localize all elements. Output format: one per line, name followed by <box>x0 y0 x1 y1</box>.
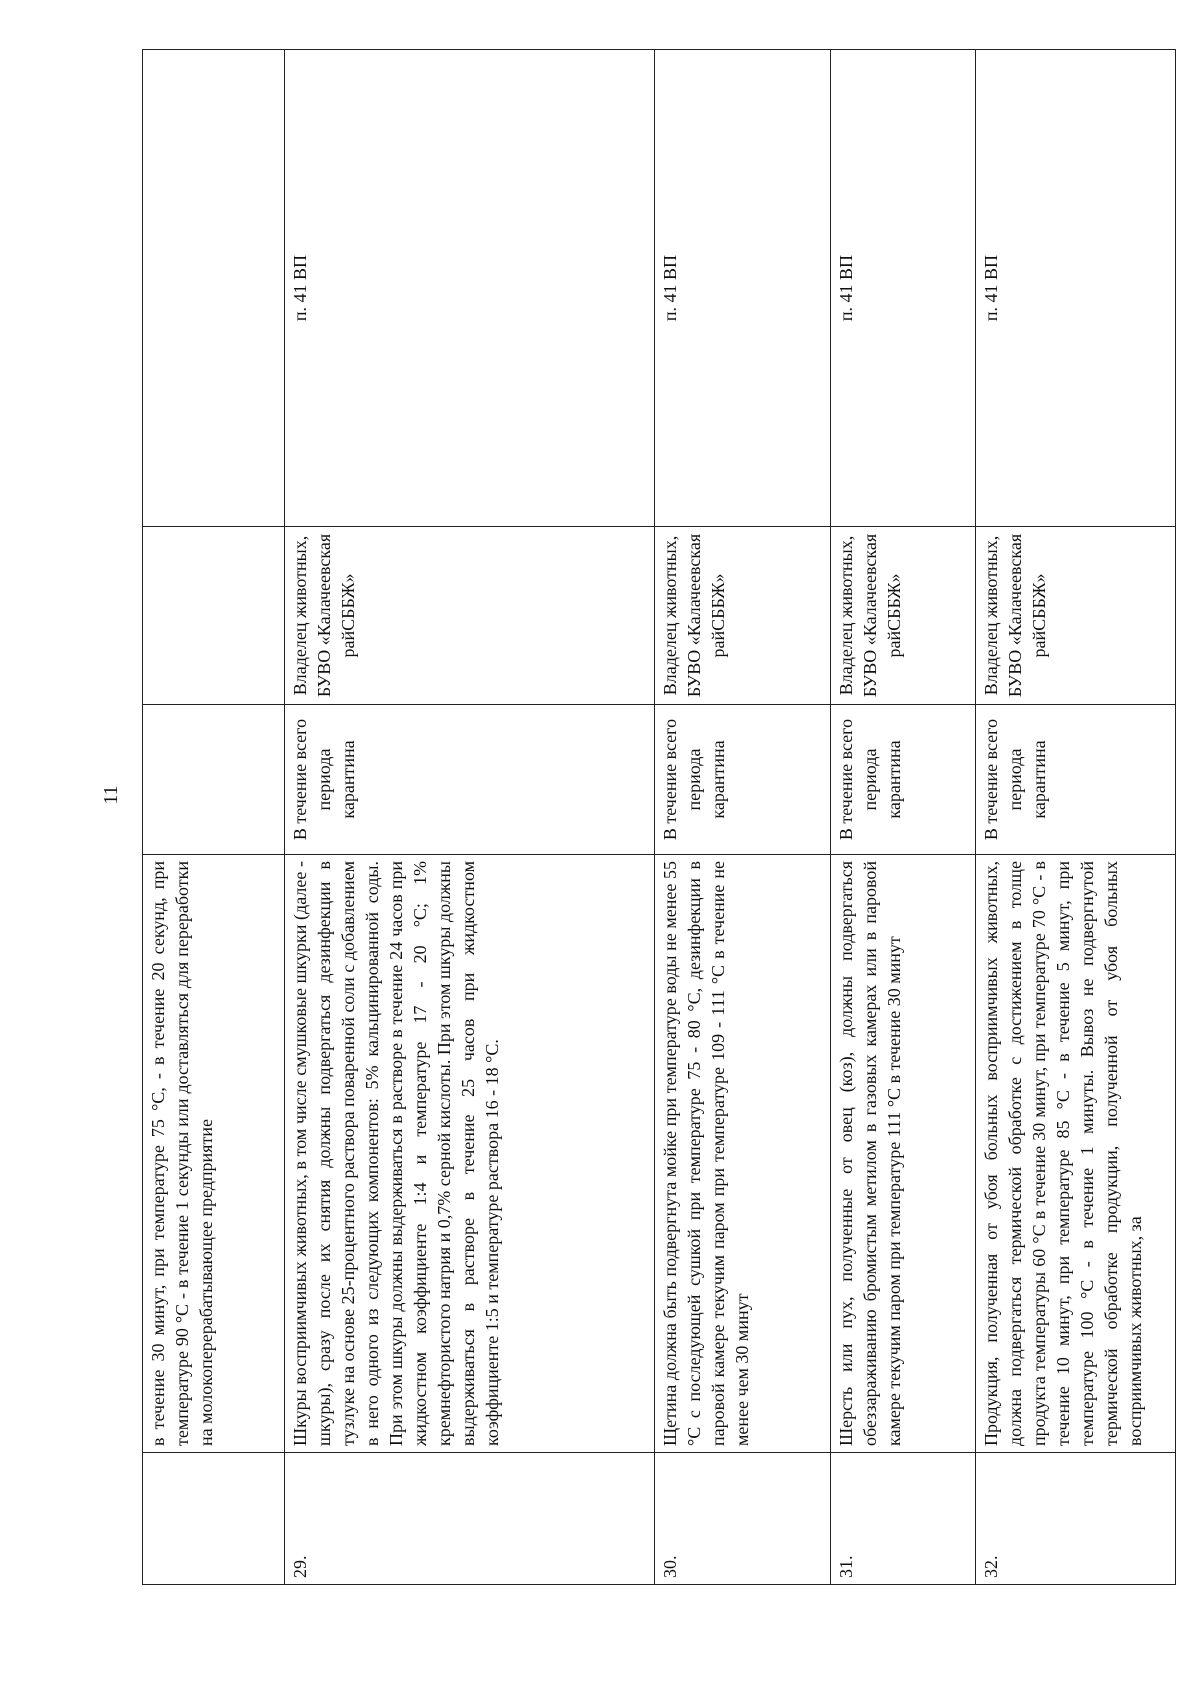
rotated-document-page <box>100 50 1148 1585</box>
table-row-32 <box>976 50 1176 1585</box>
measure-text: Шкуры восприимчивых животных, в том числе смушковые шкурки (далее - шкуры), сразу после их снятия должны подвергаться дезинфекции в тузлуке на основе 25-процентного раствора поваренной соли с добавлением в него одного из следующих компонентов: 5% кальцинированной соды. При этом шкуры должны выдерживаться в растворе в течение 24 часов при жидкостном коэффициенте 1:4 и температуре 17 - 20 °С; 1% кремнефтористого натрия и 0,7% серной кислоты. При этом шкуры должны выдерживаться в растворе в течение 25 часов при жидкостном коэффициенте 1:5 и температуре раствора 16 - 18 °С. <box>285 855 655 1453</box>
measure-text: Щетина должна быть подвергнута мойке при температуре воды не менее 55 °С с последующей сушкой при температуре 75 - 80 °С, дезинфекции в паровой камере текучим паром при температуре 109 - 111 °С в течение не менее чем 30 минут <box>655 855 831 1453</box>
row-number: 30. <box>655 1453 831 1585</box>
basis-cell: п. 41 ВП <box>831 50 976 527</box>
table-row-30 <box>655 50 831 1585</box>
table-row-29 <box>285 50 655 1585</box>
term-cell: В течение всего периода карантина <box>976 705 1176 855</box>
responsible-cell: Владелец животных, БУВО «Калачеевская райСББЖ» <box>285 527 655 705</box>
row-number: 32. <box>976 1453 1176 1585</box>
responsible-cell <box>143 527 285 705</box>
measures-table <box>142 49 1176 1585</box>
responsible-cell: Владелец животных, БУВО «Калачеевская райСББЖ» <box>831 527 976 705</box>
table-row-31 <box>831 50 976 1585</box>
responsible-cell: Владелец животных, БУВО «Калачеевская райСББЖ» <box>655 527 831 705</box>
row-number <box>143 1453 285 1585</box>
measure-text: Продукция, полученная от убоя больных восприимчивых животных, должна подвергаться термической обработке с достижением в толще продукта температуры 60 °С в течение 30 минут, при температуре 70 °С - в течение 10 минут, при температуре 85 °С - в течение 5 минут, при температуре 100 °С - в течение 1 минуты. Вывоз не подвергнутой термической обработке продукции, полученной от убоя больных восприимчивых животных, за <box>976 855 1176 1453</box>
row-number: 31. <box>831 1453 976 1585</box>
table-row-continuation <box>143 50 285 1585</box>
basis-cell <box>143 50 285 527</box>
basis-cell: п. 41 ВП <box>285 50 655 527</box>
term-cell: В течение всего периода карантина <box>285 705 655 855</box>
measure-text: Шерсть или пух, полученные от овец (коз), должны подвергаться обеззараживанию бромистым метилом в газовых камерах или в паровой камере текучим паром при температуре 111 °С в течение 30 минут <box>831 855 976 1453</box>
term-cell: В течение всего периода карантина <box>655 705 831 855</box>
term-cell <box>143 705 285 855</box>
page-number: 11 <box>100 785 122 805</box>
measure-text: в течение 30 минут, при температуре 75 °С, - в течение 20 секунд, при температуре 90 °С - в течение 1 секунды или доставляться для переработки на молокоперерабатывающее предприятие <box>143 855 285 1453</box>
row-number: 29. <box>285 1453 655 1585</box>
responsible-cell: Владелец животных, БУВО «Калачеевская райСББЖ» <box>976 527 1176 705</box>
basis-cell: п. 41 ВП <box>976 50 1176 527</box>
basis-cell: п. 41 ВП <box>655 50 831 527</box>
term-cell: В течение всего периода карантина <box>831 705 976 855</box>
